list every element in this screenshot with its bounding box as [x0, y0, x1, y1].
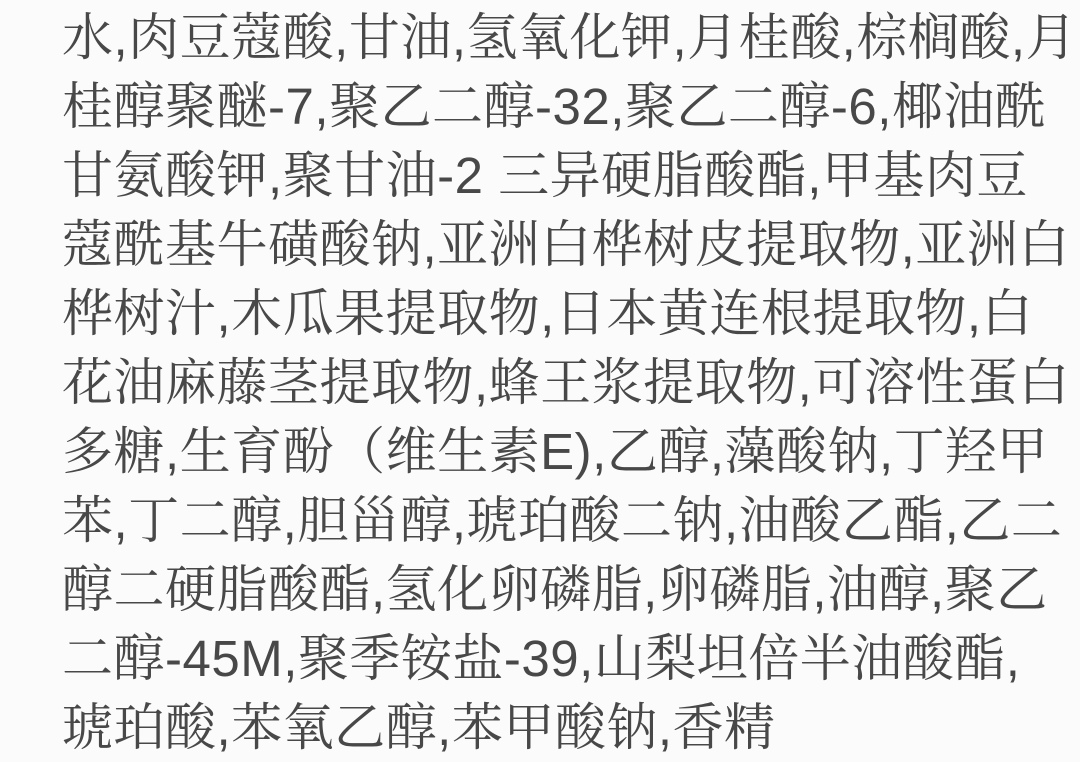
ingredient-line: 蔻酰基牛磺酸钠,亚洲白桦树皮提取物,亚洲白 — [62, 216, 1070, 273]
ingredient-line: 苯,丁二醇,胆甾醇,琥珀酸二钠,油酸乙酯,乙二 — [62, 492, 1063, 549]
ingredient-line: 醇二硬脂酸酯,氢化卵磷脂,卵磷脂,油醇,聚乙 — [62, 561, 1048, 618]
ingredient-line: 甘氨酸钾,聚甘油-2 三异硬脂酸酯,甲基肉豆 — [62, 147, 1028, 204]
ingredient-line: 琥珀酸,苯氧乙醇,苯甲酸钠,香精 — [62, 699, 776, 756]
ingredient-line: 二醇-45M,聚季铵盐-39,山梨坦倍半油酸酯, — [62, 630, 1021, 687]
ingredient-line: 花油麻藤茎提取物,蜂王浆提取物,可溶性蛋白 — [62, 354, 1070, 411]
ingredient-line: 桂醇聚醚-7,聚乙二醇-32,聚乙二醇-6,椰油酰 — [62, 78, 1047, 135]
ingredient-line: 水,肉豆蔻酸,甘油,氢氧化钾,月桂酸,棕榈酸,月 — [62, 9, 1078, 66]
ingredient-line: 多糖,生育酚（维生素E),乙醇,藻酸钠,丁羟甲 — [62, 423, 1049, 480]
ingredient-line: 桦树汁,木瓜果提取物,日本黄连根提取物,白 — [62, 285, 1034, 342]
